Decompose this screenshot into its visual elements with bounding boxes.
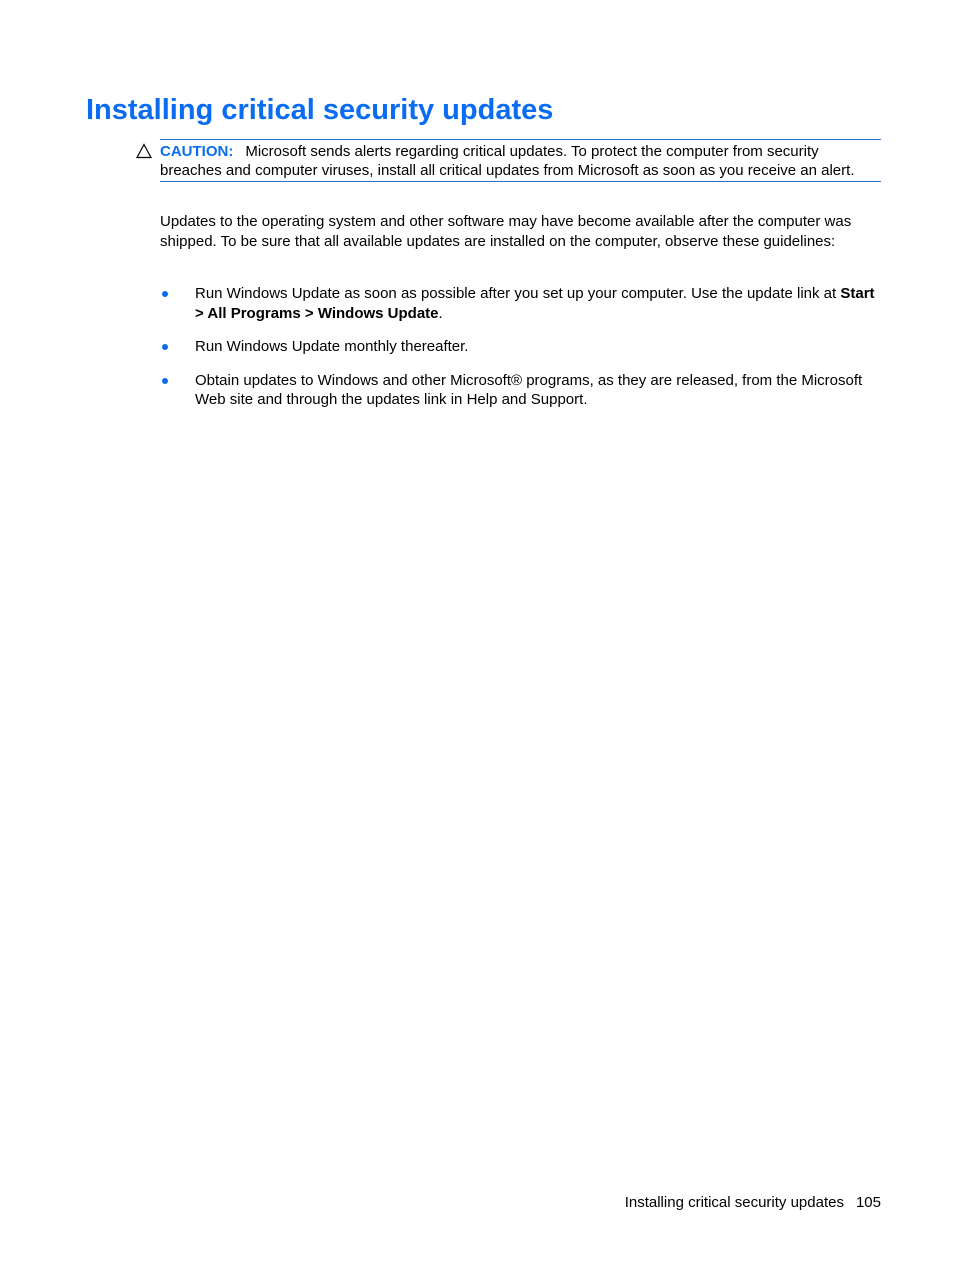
list-item [160, 337, 884, 357]
footer-section-title: Installing critical security updates [624, 1194, 844, 1211]
bullet-icon [162, 378, 168, 384]
caution-label: CAUTION: [160, 143, 234, 160]
caution-paragraph [160, 142, 881, 180]
warning-triangle-icon [136, 143, 152, 159]
bullet-text: Run Windows Update as soon as possible after you set up your computer. Use the update link at [195, 285, 841, 302]
intro-paragraph: Updates to the operating system and other software may have become available after the computer was shipped. To be sure that all available updates are installed on the computer, observe these guidelines: [160, 213, 852, 250]
bullet-icon [162, 344, 168, 350]
page-number: 105 [855, 1194, 881, 1211]
bullet-text: Obtain updates to Windows and other Microsoft® programs, as they are released, from the Microsoft Web site and through the updates link in Help and Support. [195, 371, 863, 408]
page-footer [625, 1193, 881, 1212]
menu-path: Start > All Programs > Windows Update [195, 285, 875, 322]
guidelines-list [160, 284, 884, 424]
bullet-icon [162, 291, 168, 297]
bullet-text: Run Windows Update monthly thereafter. [195, 338, 469, 355]
caution-text: Microsoft sends alerts regarding critical updates. To protect the computer from security breaches and computer viruses, install all critical updates from Microsoft as soon as you receive an alert. [160, 143, 855, 179]
page-title: Installing critical security updates [86, 94, 554, 126]
list-item [160, 284, 884, 323]
list-item [160, 371, 884, 410]
bullet-text-end: . [438, 304, 443, 322]
caution-notice [160, 139, 881, 182]
